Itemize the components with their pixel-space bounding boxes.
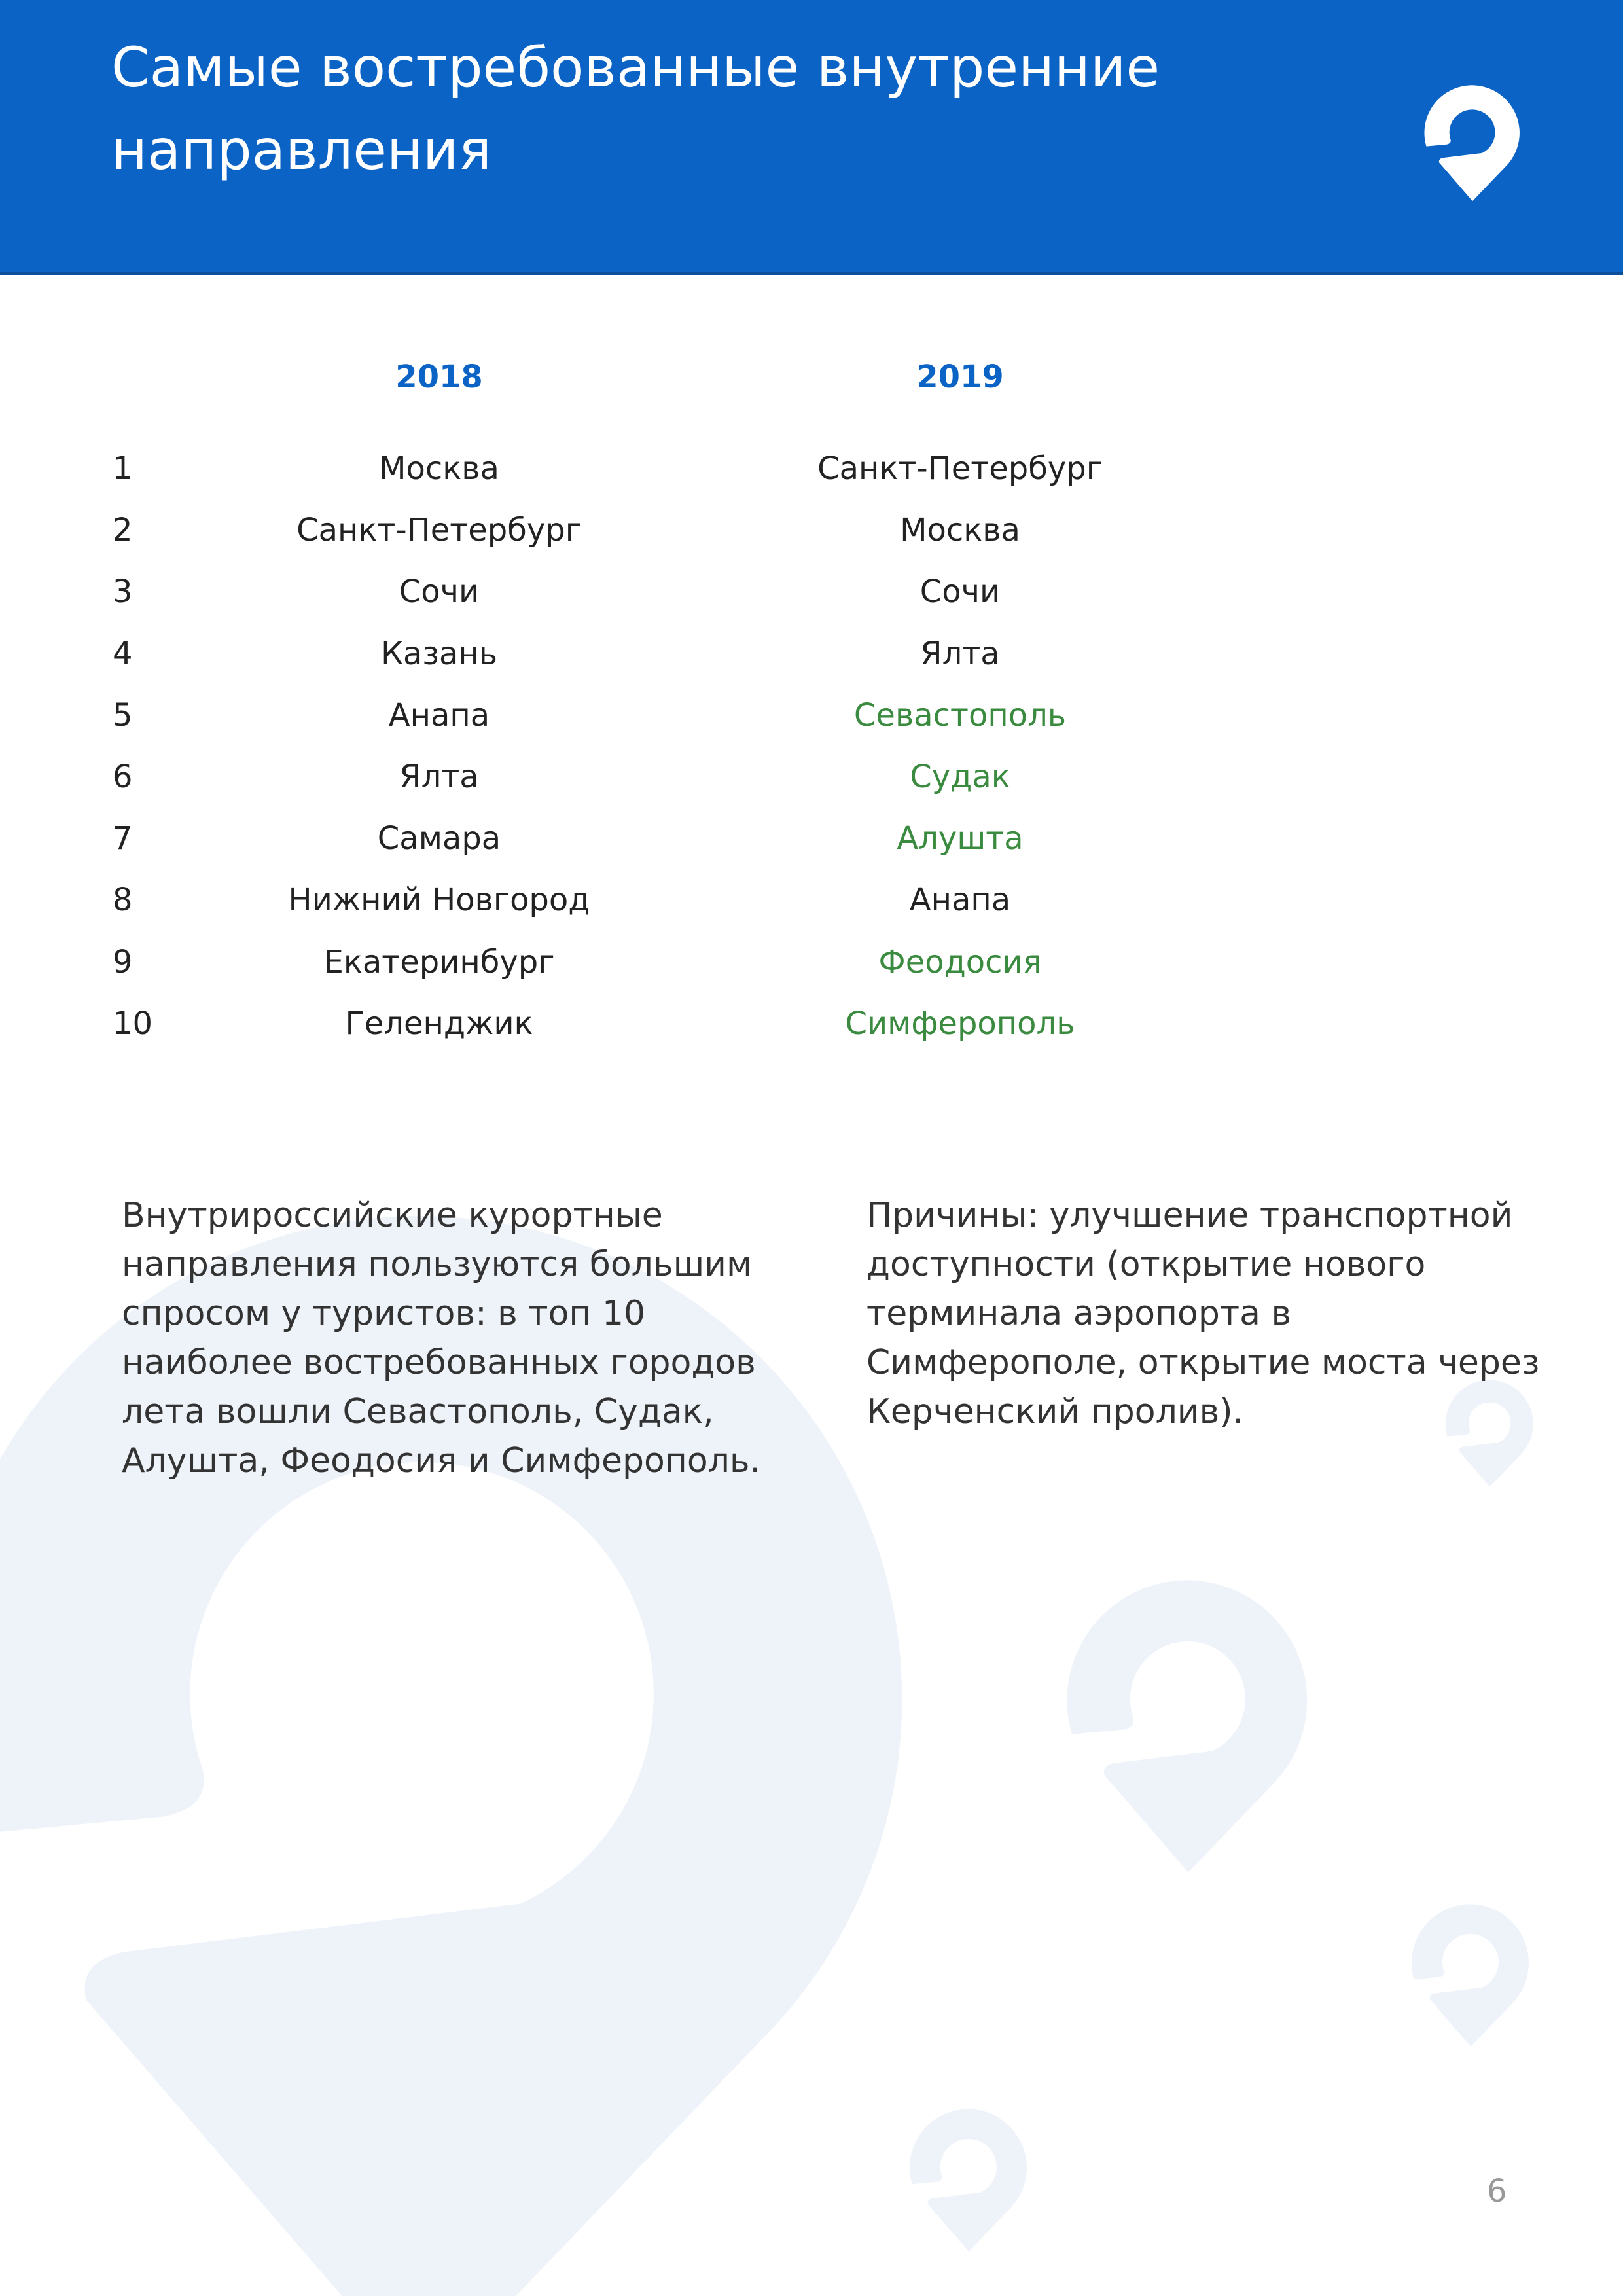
city-2019: Сочи bbox=[919, 573, 1001, 611]
rank-number: 7 bbox=[113, 820, 133, 857]
rank-number: 6 bbox=[113, 759, 133, 795]
city-2019: Ялта bbox=[920, 635, 1000, 672]
pin-watermark-icon bbox=[1067, 1581, 1307, 1873]
logo-pin-icon bbox=[1420, 79, 1525, 209]
city-2018: Екатеринбург bbox=[323, 943, 555, 980]
pin-watermark-icon bbox=[910, 2109, 1027, 2251]
table-row bbox=[0, 696, 1623, 735]
city-2019: Феодосия bbox=[878, 943, 1042, 980]
rank-number: 1 bbox=[113, 450, 133, 487]
city-2019: Анапа bbox=[909, 882, 1011, 919]
table-row bbox=[0, 511, 1623, 550]
city-2018: Самара bbox=[377, 820, 501, 857]
rank-number: 4 bbox=[113, 635, 133, 672]
pin-watermark-icon bbox=[1412, 1904, 1529, 2047]
city-2018: Анапа bbox=[388, 696, 490, 734]
city-2018: Геленджик bbox=[345, 1005, 533, 1042]
table-row bbox=[0, 634, 1623, 673]
rank-number: 2 bbox=[113, 512, 133, 549]
rank-number: 8 bbox=[113, 882, 133, 919]
table-row bbox=[0, 572, 1623, 611]
city-2018: Ялта bbox=[399, 759, 479, 795]
rank-number: 5 bbox=[113, 696, 133, 734]
rank-number: 3 bbox=[113, 573, 133, 611]
table-row bbox=[0, 449, 1623, 488]
table-row bbox=[0, 819, 1623, 858]
rank-number: 9 bbox=[113, 943, 133, 980]
rank-number: 10 bbox=[113, 1005, 153, 1042]
column-header-2018: 2018 bbox=[395, 359, 483, 395]
city-2018: Санкт-Петербург bbox=[296, 512, 582, 549]
city-2018: Сочи bbox=[399, 573, 480, 611]
city-2018: Казань bbox=[380, 635, 498, 672]
page-title: Самые востребованные внутренние направления bbox=[111, 35, 1160, 182]
table-row bbox=[0, 757, 1623, 797]
table-row bbox=[0, 1004, 1623, 1043]
page-header bbox=[0, 0, 1623, 275]
page-number: 6 bbox=[1487, 2173, 1507, 2210]
city-2019: Санкт-Петербург bbox=[817, 450, 1103, 487]
city-2019: Москва bbox=[900, 512, 1020, 549]
column-header-2019: 2019 bbox=[916, 359, 1004, 395]
description-paragraph: Внутрироссийские курортные направления пользуются большим спросом у туристов: в топ 10 наиболее востребованных городов лета вошли Севастополь, Судак, Алушта, Феодосия и Симферополь. bbox=[122, 1196, 761, 1480]
city-2018: Нижний Новгород bbox=[288, 882, 590, 919]
city-2018: Москва bbox=[379, 450, 499, 487]
city-2019: Судак bbox=[910, 759, 1010, 795]
table-row bbox=[0, 942, 1623, 982]
reasons-paragraph: Причины: улучшение транспортной доступности (открытие нового терминала аэропорта в Симферополе, открытие моста через Керченский пролив). bbox=[866, 1196, 1540, 1431]
city-2019: Алушта bbox=[897, 820, 1024, 857]
table-row bbox=[0, 880, 1623, 920]
city-2019: Симферополь bbox=[845, 1005, 1075, 1042]
city-2019: Севастополь bbox=[853, 696, 1067, 734]
